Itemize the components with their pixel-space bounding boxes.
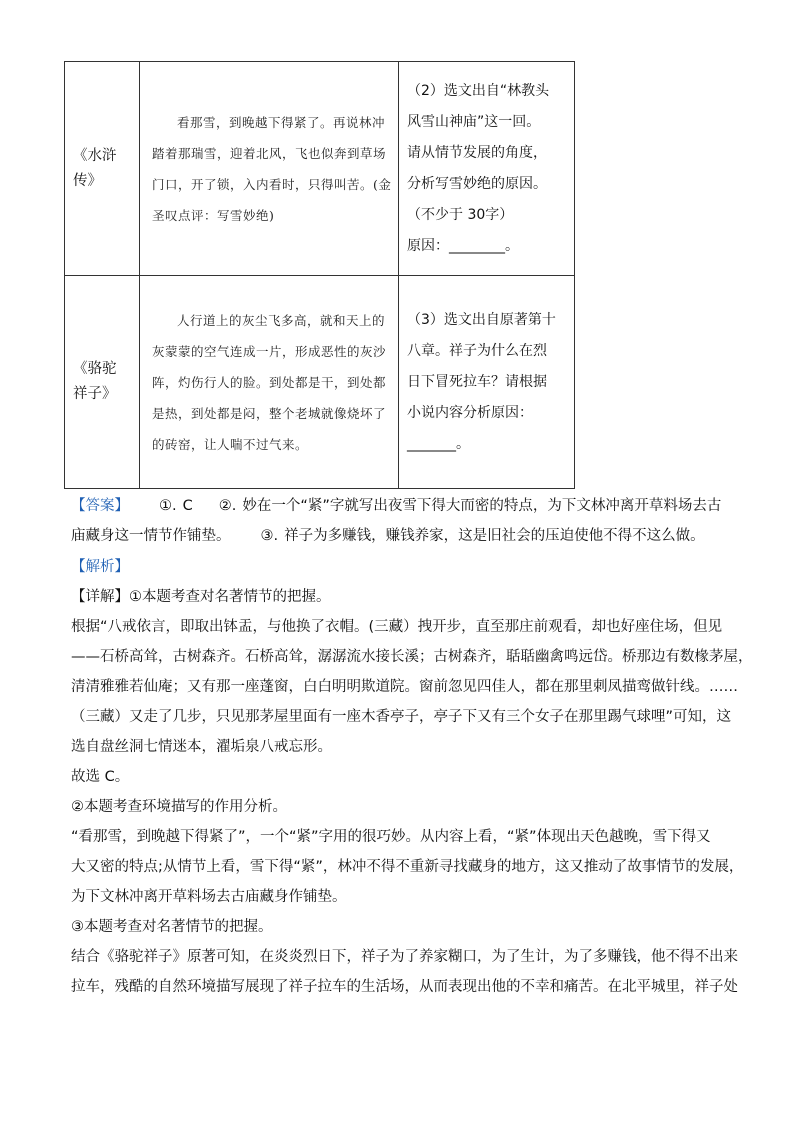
passage-cell — [140, 62, 399, 276]
analysis-line: （三藏）又走了几步，只见那茅屋里面有一座木香亭子，亭子下又有三个女子在那里踢气球哩”可知，这 — [71, 709, 732, 725]
analysis-line: 【详解】①本题考查对名著情节的把握。 — [71, 589, 331, 605]
question-table — [64, 61, 575, 489]
question-line: 原因：________。 — [407, 237, 519, 254]
question-line: （不少于 30字） — [407, 206, 514, 223]
analysis-line: ③本题考查对名著情节的把握。 — [71, 919, 273, 935]
question-line: _______。 — [407, 435, 470, 452]
analysis-line: 清清雅雅若仙庵；又有那一座蓬窗，白白明明欺道院。窗前忽见四佳人，都在那里刺凤描鸾做针线。…… — [71, 679, 738, 695]
analysis-line: 拉车，残酷的自然环境描写展现了祥子拉车的生活场，从而表现出他的不幸和痛苦。在北平城里，祥子处 — [71, 979, 738, 995]
answer-mark: ②. — [218, 498, 237, 514]
question-line: （3）选文出自原著第十 — [407, 311, 556, 328]
analysis-tag: 【解析】 — [71, 559, 129, 575]
analysis-line: 结合《骆驼祥子》原著可知，在炎炎烈日下，祥子为了养家糊口，为了生计，为了多赚钱，他不得不出来 — [71, 949, 738, 965]
question-line: 八章。祥子为什么在烈 — [407, 342, 547, 359]
analysis-line: ——石桥高耸，古树森齐。石桥高耸，潺潺流水接长溪；古树森齐，聒聒幽禽鸣远岱。桥那边有数椽茅屋， — [71, 649, 753, 665]
analysis-line: 根据“八戒依言，即取出钵盂，与他换了衣帽。(三藏）拽开步，直至那庄前观看，却也好座住场，但见 — [71, 619, 723, 635]
analysis-line: 故选 C。 — [71, 769, 130, 785]
question-line: 日下冒死拉车？请根据 — [407, 373, 547, 390]
analysis-line: “看那雪，到晚越下得紧了”，一个“紧”字用的很巧妙。从内容上看，“紧”体现出天色越晚，雪下得又 — [71, 829, 711, 845]
answer-item: 祥子为多赚钱，赚钱养家，这是旧社会的压迫使他不得不这么做。 — [284, 528, 705, 544]
answer-line — [71, 521, 731, 551]
answer-item: 妙在一个“紧”字就写出夜雪下得大而密的特点，为下文林冲离开草料场去古 — [242, 498, 722, 514]
analysis-line: ②本题考查环境描写的作用分析。 — [71, 799, 287, 815]
question-cell — [399, 276, 575, 489]
question-line: （2）选文出自“林教头 — [407, 82, 550, 99]
answer-tag: 【答案】 — [71, 498, 129, 514]
analysis-section — [71, 552, 753, 1002]
analysis-line: 为下文林冲离开草料场去古庙藏身作铺垫。 — [71, 889, 347, 905]
question-line: 风雪山神庙”这一回。 — [407, 113, 541, 130]
passage-cell — [140, 276, 399, 489]
answer-section — [71, 491, 731, 551]
analysis-line: 大又密的特点;从情节上看，雪下得“紧”，林冲不得不重新寻找藏身的地方，这又推动了故事情节的发展， — [71, 859, 744, 875]
question-line: 分析写雪妙绝的原因。 — [407, 175, 547, 192]
answer-item: C — [182, 498, 193, 514]
question-line: 小说内容分析原因： — [407, 404, 533, 421]
book-title: 《水浒传》 — [73, 147, 117, 189]
book-title-cell — [65, 62, 140, 276]
book-title: 《骆驼祥子》 — [73, 361, 117, 402]
passage-text: 人行道上的灰尘飞多高，就和天上的灰蒙蒙的空气连成一片，形成恶性的灰沙阵，灼伤行人的脸。到处都是干，到处都是热，到处都是闷，整个老城就像烧坏了的砖窑，让人喘不过气来。 — [152, 312, 387, 452]
answer-mark: ①. — [159, 498, 177, 514]
answer-item: 庙藏身这一情节作铺垫。 — [71, 528, 231, 544]
table-row — [65, 276, 575, 489]
table-row — [65, 62, 575, 276]
book-title-cell — [65, 276, 140, 489]
question-line: 请从情节发展的角度， — [407, 144, 547, 161]
answer-mark: ③. — [260, 528, 279, 544]
answer-line — [71, 491, 731, 521]
passage-text: 看那雪，到晚越下得紧了。再说林冲踏着那瑞雪，迎着北风，飞也似奔到草场门口，开了锁，入内看时，只得叫苦。(金圣叹点评：写雪妙绝) — [152, 114, 392, 223]
question-cell — [399, 62, 575, 276]
analysis-line: 选自盘丝洞七情迷本，濯垢泉八戒忘形。 — [71, 739, 332, 755]
